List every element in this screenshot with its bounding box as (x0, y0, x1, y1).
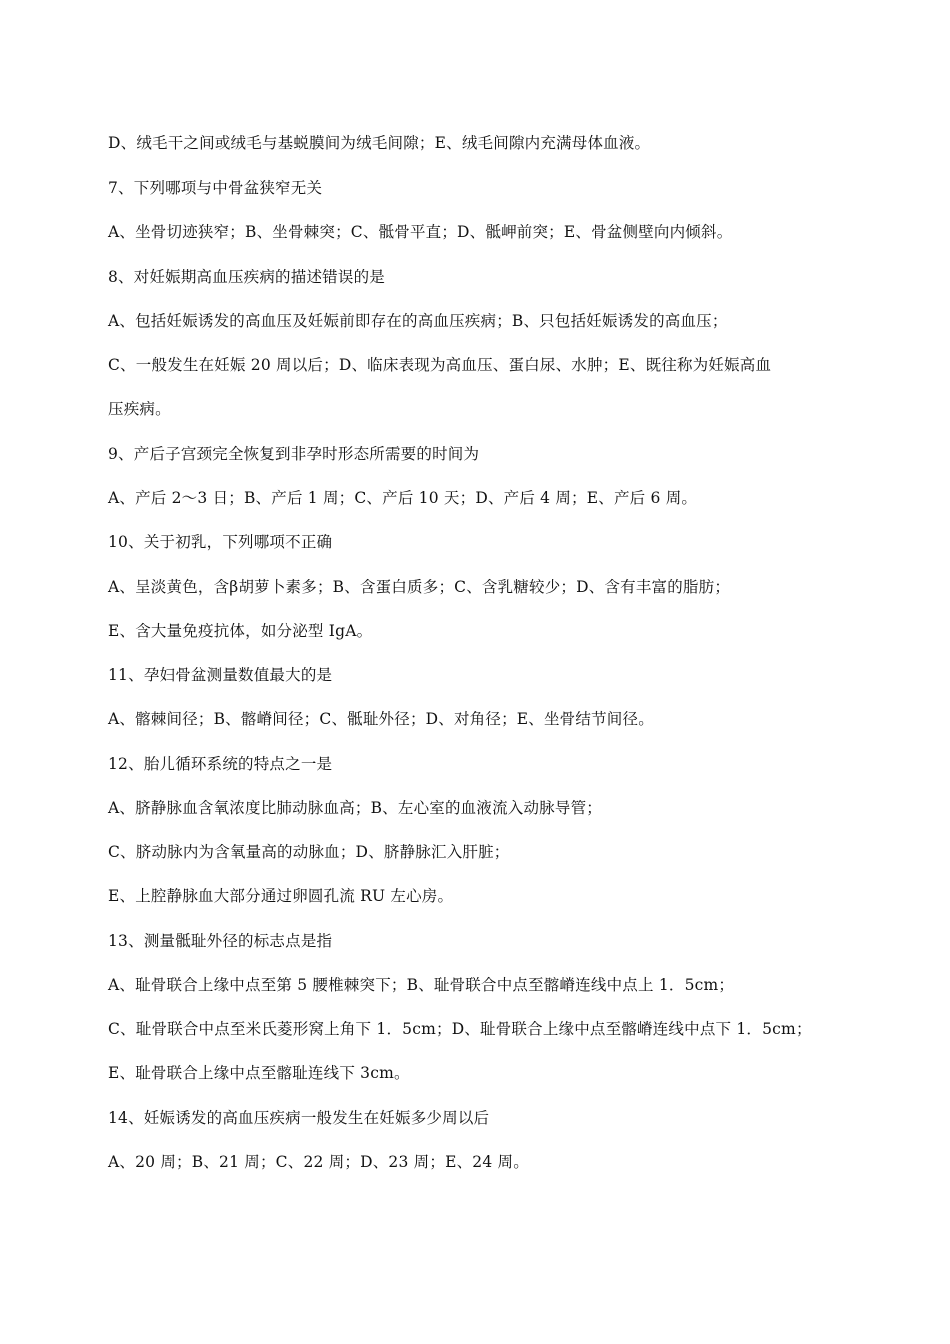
question-10: 10、关于初乳，下列哪项不正确 (108, 533, 333, 551)
answer-options-13-line-1: A、耻骨联合上缘中点至第 5 腰椎棘突下；B、耻骨联合中点至髂嵴连线中点上 1．5cm； (108, 976, 735, 994)
question-7: 7、下列哪项与中骨盆狭窄无关 (108, 179, 323, 197)
question-11: 11、孕妇骨盆测量数值最大的是 (108, 666, 333, 684)
answer-options-8-line-3: 压疾病。 (108, 400, 171, 418)
answer-options-11: A、髂棘间径；B、髂嵴间径；C、骶耻外径；D、对角径；E、坐骨结节间径。 (108, 710, 654, 728)
question-13: 13、测量骶耻外径的标志点是指 (108, 932, 333, 950)
question-14: 14、妊娠诱发的高血压疾病一般发生在妊娠多少周以后 (108, 1109, 490, 1127)
answer-options-14: A、20 周；B、21 周；C、22 周；D、23 周；E、24 周。 (108, 1153, 529, 1171)
answer-options-9: A、产后 2～3 日；B、产后 1 周；C、产后 10 天；D、产后 4 周；E、产后 6 周。 (108, 489, 698, 507)
answer-options-7: A、坐骨切迹狭窄；B、坐骨棘突；C、骶骨平直；D、骶岬前突；E、骨盆侧壁向内倾斜。 (108, 223, 733, 241)
answer-options-12-line-2: C、脐动脉内为含氧量高的动脉血；D、脐静脉汇入肝脏； (108, 843, 510, 861)
answer-options-10-line-1: A、呈淡黄色，含β胡萝卜素多；B、含蛋白质多；C、含乳糖较少；D、含有丰富的脂肪； (108, 578, 731, 596)
answer-options-6-continued: D、绒毛干之间或绒毛与基蜕膜间为绒毛间隙；E、绒毛间隙内充满母体血液。 (108, 134, 651, 152)
answer-options-13-line-2: C、耻骨联合中点至米氏菱形窝上角下 1．5cm；D、耻骨联合上缘中点至髂嵴连线中点下 1．5cm； (108, 1020, 812, 1038)
question-9: 9、产后子宫颈完全恢复到非孕时形态所需要的时间为 (108, 445, 480, 463)
answer-options-13-line-3: E、耻骨联合上缘中点至髂耻连线下 3cm。 (108, 1064, 410, 1082)
answer-options-8-line-1: A、包括妊娠诱发的高血压及妊娠前即存在的高血压疾病；B、只包括妊娠诱发的高血压； (108, 312, 728, 330)
question-8: 8、对妊娠期高血压疾病的描述错误的是 (108, 268, 385, 286)
answer-options-12-line-3: E、上腔静脉血大部分通过卵圆孔流 RU 左心房。 (108, 887, 454, 905)
answer-options-10-line-2: E、含大量免疫抗体，如分泌型 IgA。 (108, 622, 373, 640)
answer-options-12-line-1: A、脐静脉血含氧浓度比肺动脉血高；B、左心室的血液流入动脉导管； (108, 799, 602, 817)
answer-options-8-line-2: C、一般发生在妊娠 20 周以后；D、临床表现为高血压、蛋白尿、水肿；E、既往称为妊娠高血 (108, 356, 772, 374)
question-12: 12、胎儿循环系统的特点之一是 (108, 755, 333, 773)
